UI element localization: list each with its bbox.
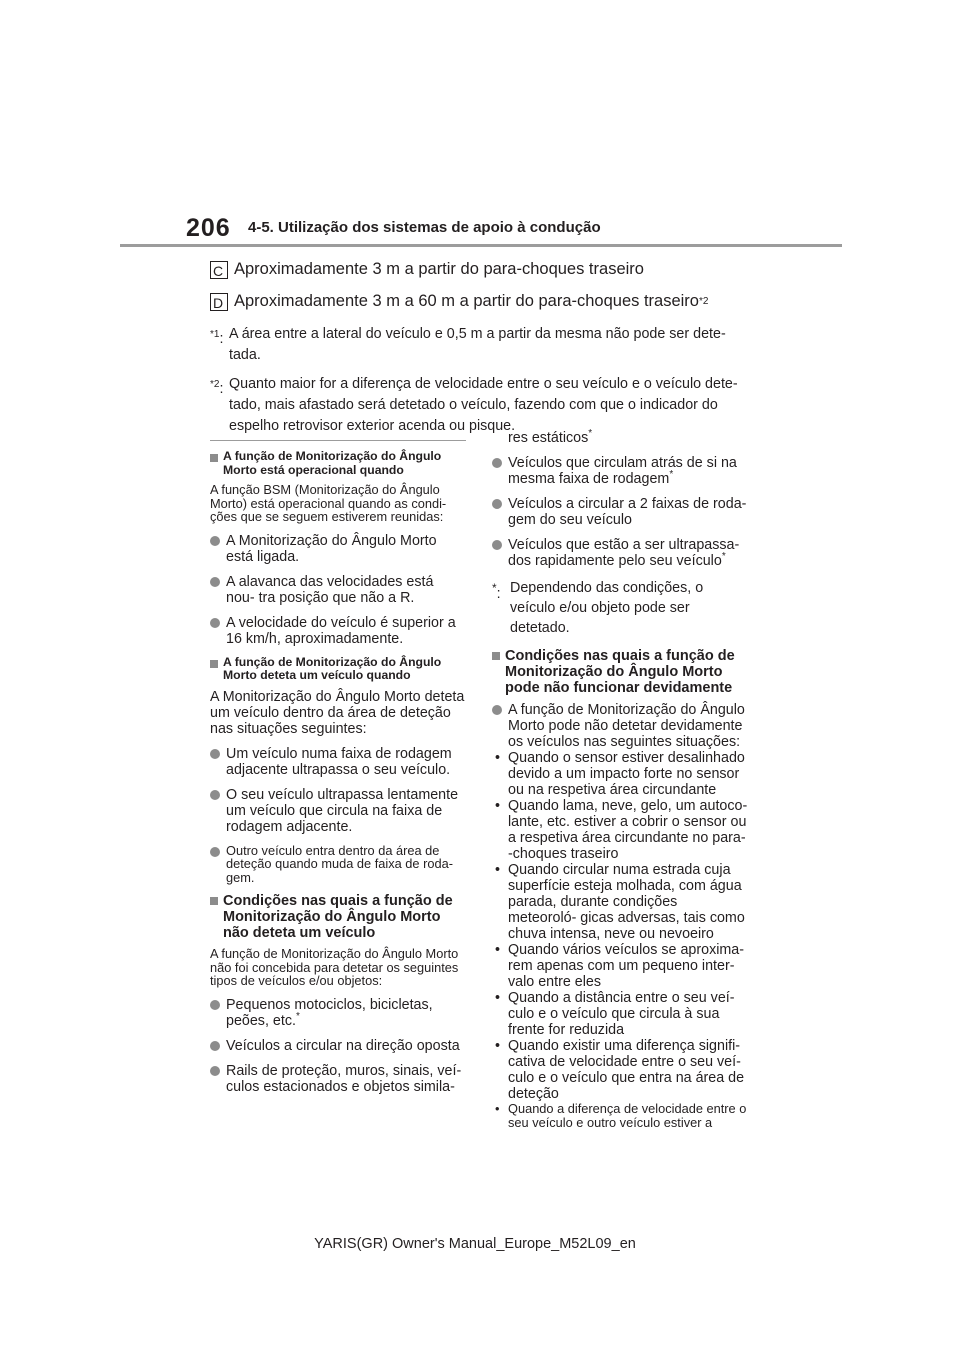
- range-definitions: [210, 260, 750, 445]
- right-column: [492, 430, 748, 1129]
- list-item: O seu veículo ultrapassa lentamente um veículo que circula na faixa de rodagem adjacente.: [210, 787, 466, 835]
- section-heading-operational: A função de Monitorização do Ângulo Morto está operacional quando: [210, 450, 466, 477]
- list-item: Veículos que circulam atrás de si na mesma faixa de rodagem*: [492, 455, 748, 487]
- footnote-1-mark: *1: [210, 329, 220, 340]
- list-item: Veículos a circular na direção oposta: [210, 1038, 466, 1054]
- circle-bullet-icon: [210, 1041, 220, 1051]
- definition-d: D Aproximadamente 3 m a 60 m a partir do para-choques traseiro *2: [210, 292, 750, 311]
- sub-list-item: • Quando a diferença de velocidade entre o seu veículo e outro veículo estiver a: [495, 1101, 747, 1130]
- sub-list-item: • Quando o sensor estiver desalinhado devido a um impacto forte no sensor ou na respetiva área circundante: [495, 750, 745, 798]
- section-heading-may-not-work: Condições nas quais a função de Monitorização do Ângulo Morto pode não funcionar devidamente: [492, 648, 748, 696]
- list-item: Pequenos motociclos, bicicletas, peões, etc.*: [210, 997, 466, 1029]
- circle-bullet-icon: [492, 458, 502, 468]
- situations-list: [492, 750, 748, 1129]
- left-column: [210, 440, 466, 1104]
- circle-bullet-icon: [210, 847, 220, 857]
- circle-bullet-icon: [210, 618, 220, 628]
- page-footer: [0, 1236, 960, 1252]
- header-divider: [120, 244, 842, 247]
- paragraph-operational: A função BSM (Monitorização do Ângulo Morto) está operacional quando as condi- ções que se seguem estiverem reunidas:: [210, 482, 447, 524]
- letter-c-label: C: [210, 261, 228, 279]
- continued-text: res estáticos*: [508, 428, 593, 446]
- circle-bullet-icon: [492, 705, 502, 715]
- paragraph-not-detected: A função de Monitorização do Ângulo Morto não foi concebida para detetar os seguintes tipos de veículos e/ou objetos:: [210, 946, 459, 988]
- list-item: A função de Monitorização do Ângulo Morto pode não detetar devidamente os veículos nas seguintes situações:: [492, 702, 748, 750]
- circle-bullet-icon: [210, 577, 220, 587]
- section-title: 4-5. Utilização dos sistemas de apoio à condução: [248, 219, 601, 236]
- square-bullet-icon: [210, 897, 218, 905]
- circle-bullet-icon: [492, 499, 502, 509]
- sub-list-item: • Quando lama, neve, gelo, um autoco- lante, etc. estiver a cobrir o sensor ou a respetiva área circundante no para- -choques traseiro: [495, 798, 748, 862]
- list-item: Outro veículo entra dentro da área de deteção quando muda de faixa de roda- gem.: [210, 844, 466, 885]
- list-item: A velocidade do veículo é superior a 16 km/h, aproximadamente.: [210, 615, 466, 647]
- letter-d-label: D: [210, 293, 228, 311]
- list-item: Veículos que estão a ser ultrapassa- dos rapidamente pelo seu veículo*: [492, 537, 748, 569]
- square-bullet-icon: [210, 660, 218, 668]
- column-divider: [210, 440, 466, 441]
- paragraph-detects: A Monitorização do Ângulo Morto deteta um veículo dentro da área de deteção nas situações seguintes:: [210, 688, 465, 737]
- list-item: Rails de proteção, muros, sinais, veí- culos estacionados e objetos simila-: [210, 1063, 466, 1095]
- page-number: 206: [186, 214, 231, 242]
- list-item: A Monitorização do Ângulo Morto está ligada.: [210, 533, 466, 565]
- footnote-2-text: Quanto maior for a diferença de velocidade entre o seu veículo e o veículo dete- tado, mais afastado será detetado o veículo, fazendo com que o indicador do espelho retrovisor exterior acenda ou pisque.: [229, 376, 738, 434]
- definition-c-text: Aproximadamente 3 m a partir do para-choques traseiro: [234, 260, 644, 278]
- sub-list-item: • Quando vários veículos se aproxima- rem apenas com um pequeno inter- valo entre eles: [495, 942, 745, 990]
- definition-d-text: Aproximadamente 3 m a 60 m a partir do para-choques traseiro: [234, 292, 699, 310]
- square-bullet-icon: [492, 652, 500, 660]
- circle-bullet-icon: [210, 1066, 220, 1076]
- definition-c: [210, 260, 750, 279]
- circle-bullet-icon: [210, 790, 220, 800]
- square-bullet-icon: [210, 454, 218, 462]
- sub-list-item: • Quando a distância entre o seu veí- culo e o veículo que circula à sua frente for reduzida: [495, 990, 735, 1038]
- circle-bullet-icon: [210, 536, 220, 546]
- footer-text: YARIS(GR) Owner's Manual_Europe_M52L09_en: [314, 1236, 636, 1252]
- circle-bullet-icon: [492, 540, 502, 550]
- section-heading-detects: A função de Monitorização do Ângulo Morto deteta um veículo quando: [210, 656, 466, 683]
- column-footnote: *: Dependendo das condições, o veículo e/ou objeto pode ser detetado.: [492, 580, 704, 636]
- list-item: Veículos a circular a 2 faixas de roda- gem do seu veículo: [492, 496, 748, 528]
- list-item: A alavanca das velocidades está nou- tra posição que não a R.: [210, 574, 466, 606]
- sub-list-item: • Quando existir uma diferença signifi- cativa de velocidade entre o seu veí- culo e o veículo que entra na área de deteção: [495, 1038, 745, 1102]
- circle-bullet-icon: [210, 1000, 220, 1010]
- sub-list-item: • Quando circular numa estrada cuja superfície esteja molhada, com água parada, durante condições meteoroló- gicas adversas, tais como chuva intensa, neve ou nevoeiro: [495, 862, 745, 942]
- footnote-1-text: A área entre a lateral do veículo e 0,5 m a partir da mesma não pode ser dete- tada.: [229, 326, 726, 363]
- circle-bullet-icon: [210, 749, 220, 759]
- section-heading-not-detected: Condições nas quais a função de Monitorização do Ângulo Morto não deteta um veículo: [210, 893, 466, 941]
- footnote-2-mark: *2: [210, 379, 220, 390]
- list-item: Um veículo numa faixa de rodagem adjacente ultrapassa o seu veículo.: [210, 746, 466, 778]
- footnote-2: $^{*2}$: Quanto maior for a diferença de velocidade entre o seu veículo e o veículo dete- tado, mais afastado será detetado o veículo, fazendo com que o indicador do espelho retrovisor exterior acenda ou pisque.: [210, 374, 750, 437]
- footnote-1: $^{*1}$: A área entre a lateral do veículo e 0,5 m a partir da mesma não pode ser dete- tada.: [210, 324, 750, 366]
